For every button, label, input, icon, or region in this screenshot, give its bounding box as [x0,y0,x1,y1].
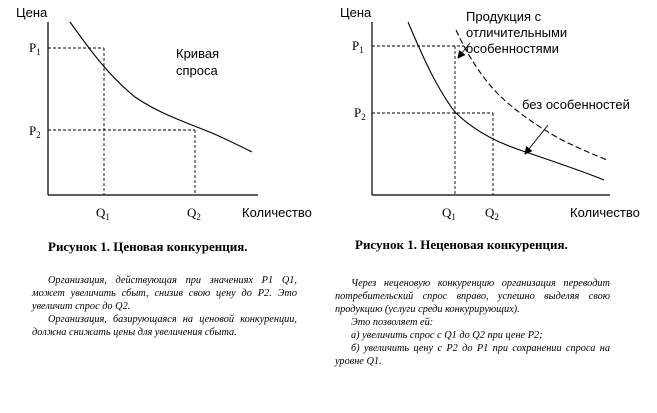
left-q1-label: $Q_1$ [96,205,110,222]
right-description [335,277,610,368]
left-p1-label: $P_1$ [29,40,41,57]
left-demand-curve [70,22,252,152]
plain-product-label: без особенностей [522,97,630,112]
left-description [32,274,297,339]
distinct-product-label-line1: Продукция с [466,9,542,24]
right-y-axis-label: Цена [340,5,372,20]
right-paragraph-2: Это позволяет ей: [351,317,434,328]
right-q1-label: $Q_1$ [442,205,456,222]
left-x-axis-label: Количество [242,205,312,220]
right-item-a: а) увеличить спрос с Q1 до Q2 при цене P2; [351,330,543,341]
distinct-product-label-line2: отличительными [466,25,568,40]
demand-curve-label-line1: Кривая [176,46,220,61]
non-price-competition-graph [340,5,640,222]
right-q2-label: $Q_2$ [485,205,499,222]
price-competition-graph [16,5,312,222]
left-p2-label: $P_2$ [29,123,41,140]
left-y-axis-label: Цена [16,5,48,20]
left-paragraph-2: Организация, базирующаяся на ценовой конкуренции, должна снижать цены для увеличения сбыта. [32,314,297,338]
right-item-b: б) увеличить цену с P2 до P1 при сохранении спроса на уровне Q1. [335,343,610,367]
right-paragraph-1: Через неценовую конкуренцию организация переводит потребительский спрос вправо, успешно выделяя свою продукцию (услуги среди конкурирующих). [335,278,610,315]
left-q2-label: $Q_2$ [187,205,201,222]
right-p2-label: $P_2$ [354,105,366,122]
distinct-product-label-line3: особенностями [466,41,559,56]
right-p1-label: $P_1$ [352,38,364,55]
plain-label-arrow [525,125,548,154]
right-figure-caption: Рисунок 1. Неценовая конкуренция. [355,237,568,252]
demand-curve-label-line2: спроса [176,63,218,78]
right-x-axis-label: Количество [570,205,640,220]
left-figure-caption: Рисунок 1. Ценовая конкуренция. [48,239,248,254]
left-paragraph-1: Организация, действующая при значениях P1 Q1, может увеличить сбыт, снизив свою цену до P2. Это увеличит спрос до Q2. [32,275,297,312]
